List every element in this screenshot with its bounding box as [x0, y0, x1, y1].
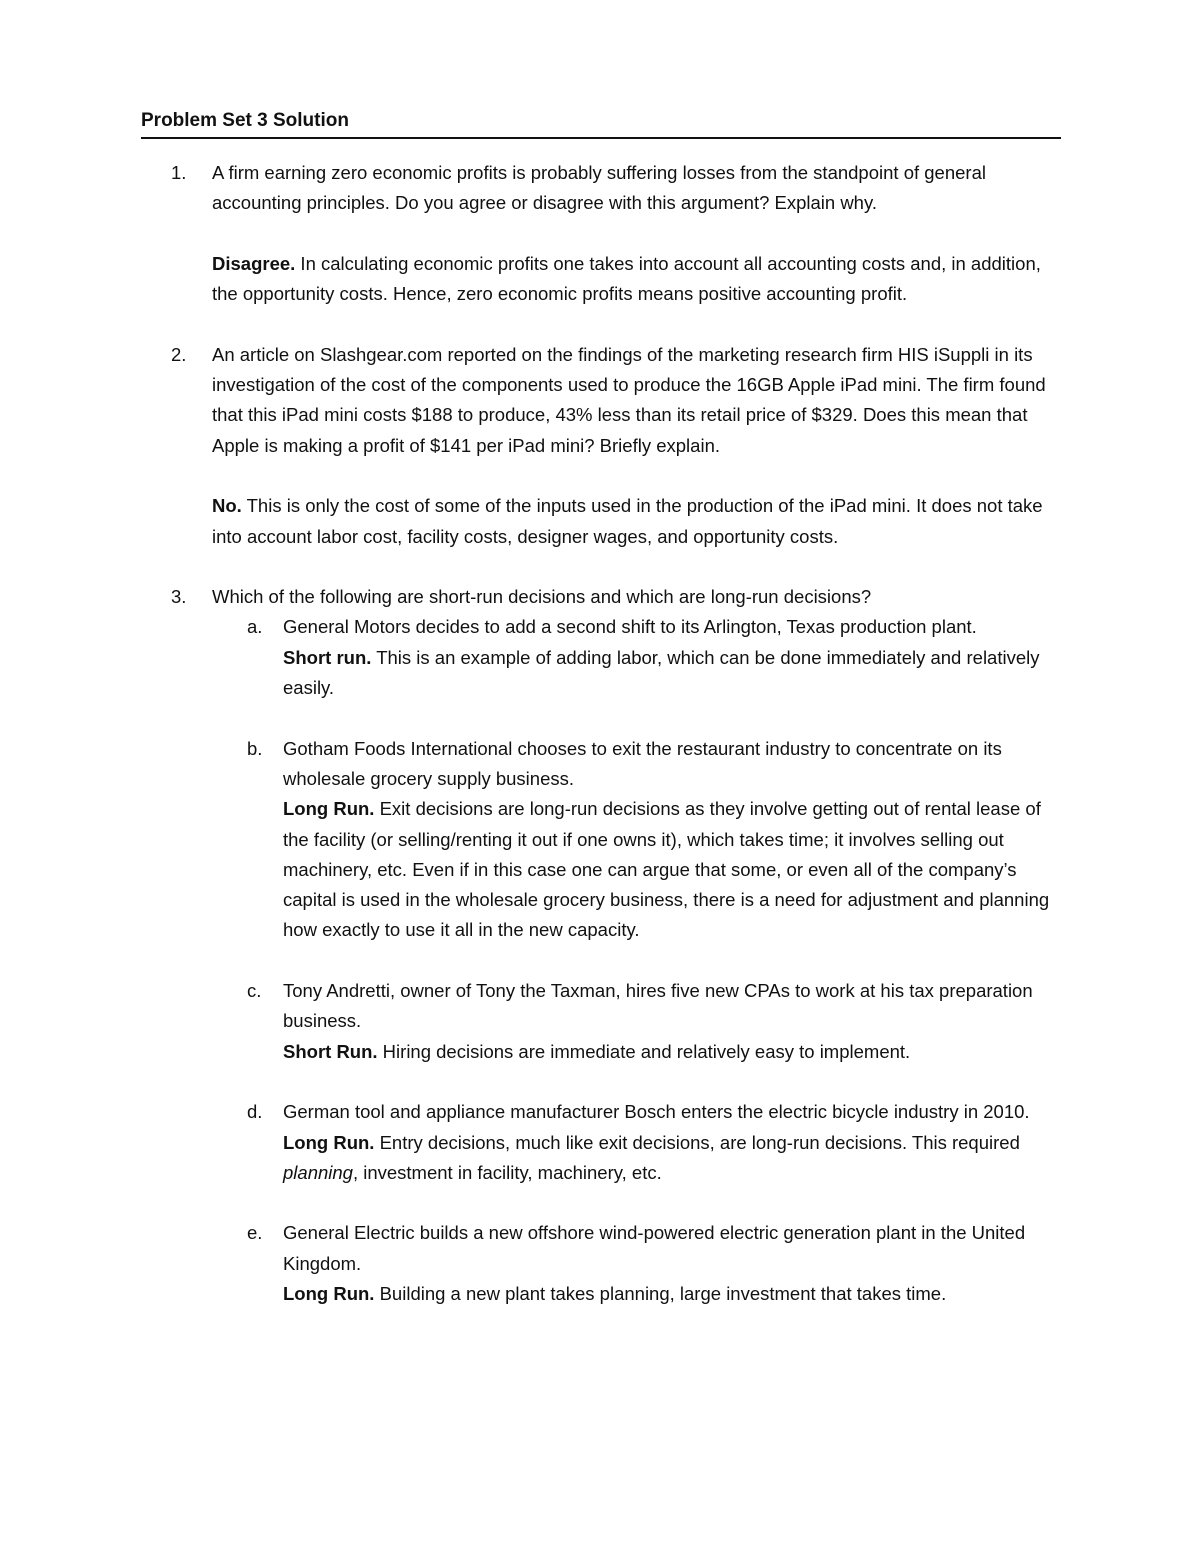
- question-2: [141, 340, 1061, 461]
- part-letter: e.: [247, 1222, 263, 1244]
- answer-1: [141, 249, 1061, 310]
- answer-label: Short Run.: [283, 1040, 378, 1062]
- part-text: General Electric builds a new offshore wind-powered electric generation plant in the United Kingdom.: [283, 1222, 1026, 1274]
- question-number: 2.: [171, 343, 187, 365]
- answer-label: Disagree.: [212, 252, 296, 274]
- answer-label: Long Run.: [283, 798, 375, 820]
- part-answer: [283, 794, 1061, 945]
- answer-text: Entry decisions, much like exit decisions, are long-run decisions. This required: [374, 1131, 1020, 1153]
- answer-label: Long Run.: [283, 1282, 375, 1304]
- part-d: [141, 1097, 1061, 1188]
- part-letter: b.: [247, 737, 263, 759]
- answer-text: In calculating economic profits one takes into account all accounting costs and, in addition, the opportunity costs. Hence, zero economic profits means positive accounting profit.: [212, 252, 1041, 305]
- part-answer: [283, 1279, 1061, 1309]
- answer-label: Long Run.: [283, 1131, 375, 1153]
- part-letter: a.: [247, 616, 263, 638]
- question-3: [141, 582, 1061, 612]
- part-answer: [283, 643, 1061, 704]
- answer-2: [141, 491, 1061, 552]
- page-title: Problem Set 3 Solution: [141, 110, 349, 131]
- answer-text: This is an example of adding labor, which can be done immediately and relatively easily.: [283, 646, 1040, 699]
- answer-text: Hiring decisions are immediate and relatively easy to implement.: [377, 1040, 911, 1062]
- question-number: 1.: [171, 162, 187, 183]
- document-page: [141, 106, 1061, 1309]
- part-letter: d.: [247, 1101, 263, 1123]
- part-text: General Motors decides to add a second shift to its Arlington, Texas production plant.: [283, 616, 977, 638]
- title-divider: [141, 137, 1061, 139]
- answer-text: Building a new plant takes planning, large investment that takes time.: [374, 1282, 947, 1304]
- question-text: Which of the following are short-run decisions and which are long-run decisions?: [212, 586, 872, 608]
- part-text: Tony Andretti, owner of Tony the Taxman, hires five new CPAs to work at his tax preparation business.: [283, 980, 1033, 1032]
- document-body: [141, 158, 1061, 1309]
- part-answer: [283, 1037, 1061, 1067]
- answer-text: , investment in facility, machinery, etc.: [352, 1161, 662, 1183]
- part-letter: c.: [247, 980, 262, 1002]
- part-answer: [283, 1128, 1061, 1189]
- part-c: [141, 976, 1061, 1067]
- question-text: An article on Slashgear.com reported on the findings of the marketing research firm HIS iSuppli in its investigation of the cost of the components used to produce the 16GB Apple iPad mini. The firm found that this iPad mini costs $188 to produce, 43% less than its retail price of $329. Does this mean that Apple is making a profit of $141 per iPad mini? Briefly explain.: [212, 343, 1046, 456]
- part-a: [141, 612, 1061, 703]
- answer-text: Exit decisions are long-run decisions as they involve getting out of rental lease of the facility (or selling/renting it out if one owns it), which takes time; it involves selling out machinery, etc. Even if in this case one can argue that some, or even all of the company’s capital is used in the wholesale grocery business, there is a need for adjustment and planning how exactly to use it all in the new capacity.: [283, 798, 1050, 941]
- part-text: German tool and appliance manufacturer Bosch enters the electric bicycle industry in 2010.: [283, 1101, 1030, 1123]
- part-text: Gotham Foods International chooses to exit the restaurant industry to concentrate on its wholesale grocery supply business.: [283, 737, 1002, 789]
- answer-label: Short run.: [283, 646, 372, 668]
- answer-text: This is only the cost of some of the inputs used in the production of the iPad mini. It does not take into account labor cost, facility costs, designer wages, and opportunity costs.: [212, 495, 1043, 547]
- answer-emphasis: planning: [283, 1161, 353, 1183]
- answer-label: No.: [212, 495, 242, 517]
- part-b: [141, 734, 1061, 946]
- question-text: A firm earning zero economic profits is probably suffering losses from the standpoint of general accounting principles. Do you agree or disagree with this argument? Explain why.: [212, 162, 986, 214]
- question-1: [141, 158, 1061, 219]
- question-number: 3.: [171, 586, 187, 608]
- part-e: [141, 1218, 1061, 1309]
